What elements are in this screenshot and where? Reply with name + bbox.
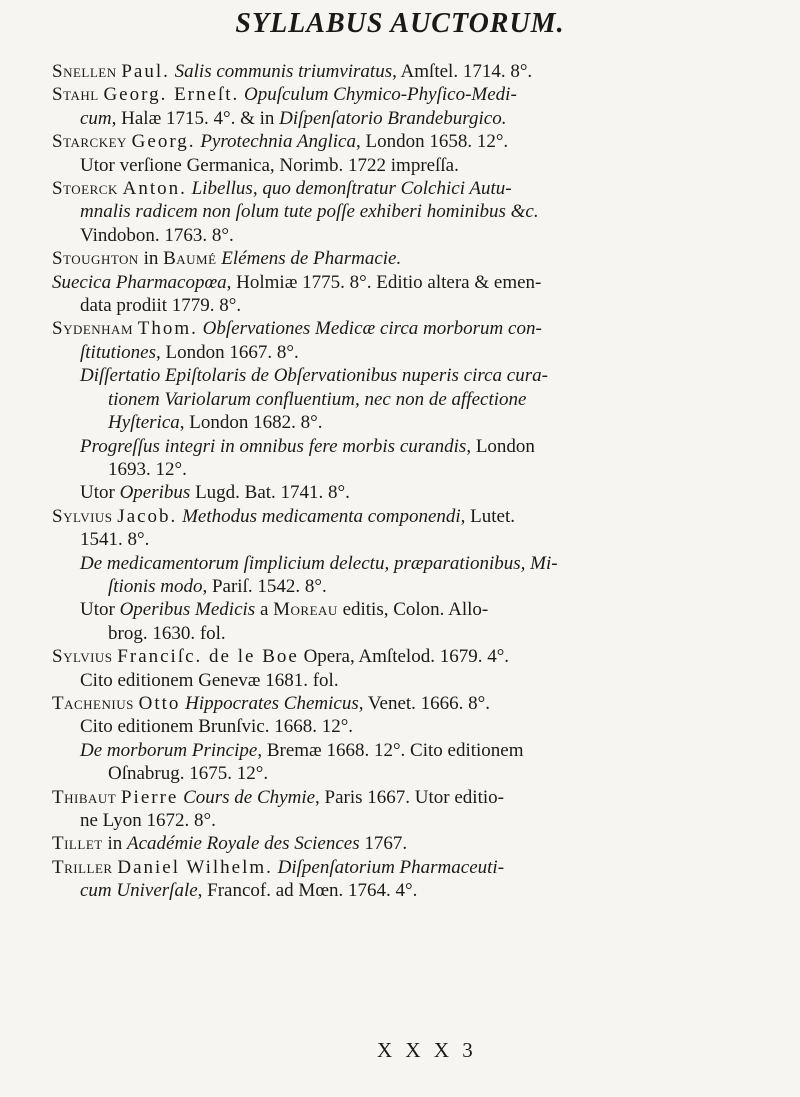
bibliography-entry <box>52 505 767 552</box>
text-segment: , London 1658. 12°. <box>355 131 509 153</box>
title-text: Pyrotechnia Anglica <box>200 131 356 153</box>
entry-line <box>52 83 767 106</box>
given-name: Pierre <box>120 786 179 808</box>
entry-line <box>52 247 767 270</box>
text-segment: Cito editionem Genevæ 1681. fol. <box>80 669 339 691</box>
text-segment: , Venet. 1666. 8°. <box>358 692 491 714</box>
bibliography-entry <box>52 692 767 739</box>
entry-line <box>52 762 767 785</box>
text-segment: , Paris 1667. Utor editio- <box>315 786 504 808</box>
entry-line <box>52 388 767 411</box>
title-text: Suecica Pharmacopœa <box>52 271 227 293</box>
title-text: Libellus, quo demonſtratur Colchici Autu- <box>191 178 512 200</box>
title-text: cum Univerſale <box>80 880 198 902</box>
title-text: De morborum Principe <box>80 739 258 761</box>
entry-line <box>52 317 767 340</box>
title-text: ſtitutiones <box>80 341 156 363</box>
author-name: Sydenham <box>52 318 134 340</box>
text-segment: , Francof. ad Mœn. 1764. 4°. <box>197 880 418 902</box>
title-text: Operibus Medicis <box>119 599 256 621</box>
text-segment: Oſnabrug. 1675. 12°. <box>108 763 269 785</box>
entry-line <box>52 856 767 879</box>
text-segment: , Lutet. <box>460 505 516 527</box>
title-text: ſtionis modo <box>108 575 203 597</box>
entry-line <box>52 224 767 247</box>
text-segment: , Holmiæ 1775. 8°. Editio altera & emen- <box>226 271 542 293</box>
bibliography-entry <box>52 552 767 599</box>
signature-mark: X X X 3 <box>377 1038 477 1062</box>
given-name: Georg. Erneſt. <box>103 84 240 106</box>
entry-line <box>52 786 767 809</box>
text-segment: brog. 1630. fol. <box>108 622 226 644</box>
text-segment: Cito editionem Brunſvic. 1668. 12°. <box>80 716 354 738</box>
entry-line <box>52 481 767 504</box>
text-segment: Vindobon. 1763. 8°. <box>80 224 234 246</box>
bibliography-entry <box>52 598 767 645</box>
bibliography-entry <box>52 271 767 318</box>
entry-line <box>52 622 767 645</box>
bibliography-entry <box>52 481 767 504</box>
entry-line <box>52 715 767 738</box>
title-text: cum <box>80 107 112 129</box>
text-segment: 1541. 8°. <box>80 529 150 551</box>
bibliography-entry <box>52 786 767 833</box>
text-segment: Lugd. Bat. 1741. 8°. <box>190 482 350 504</box>
bibliography-entry <box>52 364 767 434</box>
title-text: tionem Variolarum confluentium, nec non de affectione <box>108 388 527 410</box>
author-name: Sylvius <box>52 505 113 527</box>
title-text: Obſervationes Medicæ circa morborum con- <box>202 318 542 340</box>
entry-line <box>52 177 767 200</box>
author-name: Stoerck <box>52 178 118 200</box>
given-name: Thom. <box>137 318 198 340</box>
text-segment: data prodiit 1779. 8°. <box>80 295 242 317</box>
entry-line <box>52 200 767 223</box>
title-text: Cours de Chymie <box>183 786 316 808</box>
title-text: Methodus medicamenta componendi <box>182 505 461 527</box>
entry-line <box>52 154 767 177</box>
bibliography-entry <box>52 60 767 83</box>
author-name: Sylvius <box>52 646 113 668</box>
text-segment: Utor <box>80 482 120 504</box>
entry-line <box>52 692 767 715</box>
bibliography-list <box>52 60 767 903</box>
running-header: SYLLABUS AUCTORUM. <box>235 8 565 39</box>
text-segment: , Amſtel. 1714. 8°. <box>392 61 533 82</box>
entry-line <box>52 130 767 153</box>
bibliography-entry <box>52 177 767 247</box>
entry-line <box>52 271 767 294</box>
text-segment: Utor <box>80 599 120 621</box>
entry-line <box>52 645 767 668</box>
text-segment: , London 1667. 8°. <box>156 341 299 363</box>
title-text: Elémens de Pharmacie. <box>221 248 402 270</box>
entry-line <box>52 598 767 621</box>
text-segment: Utor verſione Germanica, Norimb. 1722 impreſſa. <box>80 154 459 176</box>
bibliography-entry <box>52 83 767 130</box>
title-text: De medicamentorum ſimplicium delectu, præparationibus, Mi- <box>80 552 558 574</box>
text-segment: , Halæ 1715. 4°. & in <box>111 107 280 129</box>
author-name: Stahl <box>52 84 99 106</box>
text-segment: 1693. 12°. <box>108 458 187 480</box>
entry-line <box>52 435 767 458</box>
entry-line <box>52 575 767 598</box>
bibliography-entry <box>52 130 767 177</box>
title-text: Hippocrates Chemicus <box>185 692 359 714</box>
entry-line <box>52 505 767 528</box>
entry-line <box>52 552 767 575</box>
entry-line <box>52 809 767 832</box>
author-name: Tillet <box>52 833 103 855</box>
bibliography-entry <box>52 739 767 786</box>
given-name: Daniel Wilhelm. <box>117 856 273 878</box>
title-text: Opuſculum Chymico-Phyſico-Medi- <box>244 84 517 106</box>
entry-line <box>52 832 767 855</box>
entry-line <box>52 879 767 902</box>
bibliography-entry <box>52 247 767 270</box>
title-text: Hyſterica <box>108 412 180 434</box>
text-segment: 1767. <box>359 833 408 855</box>
text-segment: , London 1682. 8°. <box>179 412 323 434</box>
text-segment: editis, Colon. Allo- <box>337 599 489 621</box>
text-segment: ne Lyon 1672. 8°. <box>80 810 216 831</box>
bibliography-entry <box>52 832 767 855</box>
text-segment: in <box>102 833 127 855</box>
author-name: Snellen <box>52 61 117 82</box>
title-text: Progreſſus integri in omnibus fere morbis curandis <box>80 435 467 457</box>
entry-line <box>52 411 767 434</box>
title-text: Salis communis triumviratus <box>174 61 393 82</box>
bibliography-entry <box>52 435 767 482</box>
given-name: Jacob. <box>117 505 178 527</box>
bibliography-entry <box>52 856 767 903</box>
title-text: Operibus <box>119 482 191 504</box>
given-name: Georg. <box>131 131 196 153</box>
title-text: Diſpenſatorium Pharmaceuti- <box>277 856 505 878</box>
text-segment: , Pariſ. 1542. 8°. <box>202 575 327 597</box>
entry-line <box>52 107 767 130</box>
author-name: Starckey <box>52 131 127 153</box>
text-segment: , Bremæ 1668. 12°. Cito editionem <box>257 739 524 761</box>
entry-line <box>52 739 767 762</box>
bibliography-entry <box>52 645 767 692</box>
text-segment: Opera, Amſtelod. 1679. 4°. <box>298 646 510 668</box>
author-name: Thibaut <box>52 786 117 808</box>
entry-line <box>52 364 767 387</box>
given-name: Franciſc. de le Boe <box>117 646 299 668</box>
title-text: Académie Royale des Sciences <box>126 833 360 855</box>
entry-line <box>52 60 767 83</box>
author-name: Tachenius <box>52 692 134 714</box>
given-name: Otto <box>138 692 181 714</box>
bibliography-entry <box>52 317 767 364</box>
entry-line <box>52 341 767 364</box>
given-name: Paul. <box>121 61 170 82</box>
entry-line <box>52 528 767 551</box>
title-text: Diſſertatio Epiſtolaris de Obſervationibus nuperis circa cura- <box>80 365 548 387</box>
author-name: Baumé <box>163 248 217 270</box>
author-name: Triller <box>52 856 113 878</box>
text-segment: , London <box>466 435 535 457</box>
text-segment: in <box>138 248 164 270</box>
entry-line <box>52 294 767 317</box>
given-name: Anton. <box>122 178 187 200</box>
entry-line <box>52 458 767 481</box>
title-text: mnalis radicem non ſolum tute poſſe exhiberi hominibus &c. <box>80 201 539 223</box>
author-name: Moreau <box>273 599 338 621</box>
author-name: Stoughton <box>52 248 139 270</box>
text-segment: a <box>255 599 274 621</box>
entry-line <box>52 669 767 692</box>
title-text: Diſpenſatorio Brandeburgico. <box>279 107 507 129</box>
